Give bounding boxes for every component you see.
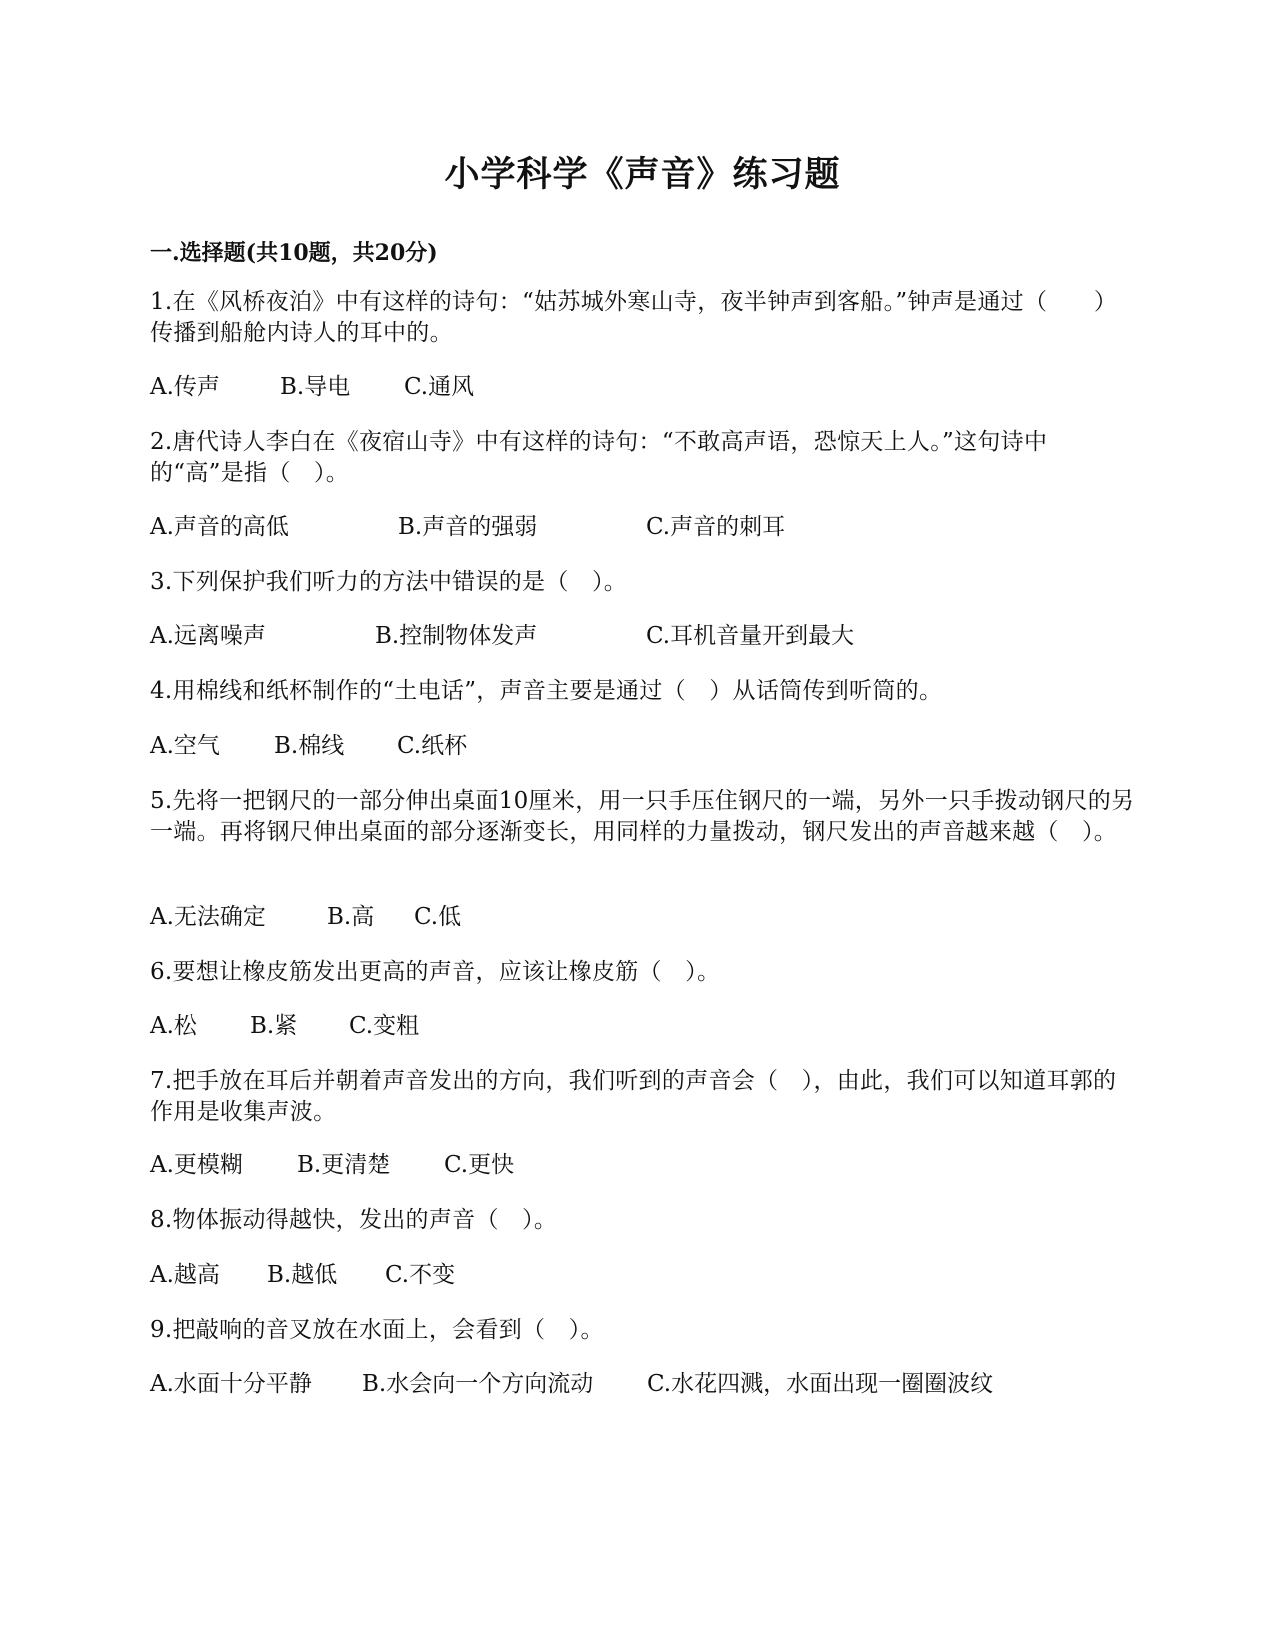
question-6-stem: 6.要想让橡皮筋发出更高的声音，应该让橡皮筋（ ）。 (150, 959, 721, 985)
question-3-stem: 3.下列保护我们听力的方法中错误的是（ ）。 (150, 569, 628, 595)
question-1-option-b: B.导电 (280, 374, 351, 400)
question-8-options (150, 1260, 455, 1291)
question-3-option-b: B.控制物体发声 (375, 623, 538, 649)
question-9-stem: 9.把敲响的音叉放在水面上，会看到（ ）。 (150, 1317, 604, 1343)
question-6-options (150, 1011, 419, 1042)
question-4-options (150, 731, 467, 762)
question-8-option-b: B.越低 (267, 1262, 338, 1288)
question-1-stem: 1.在《风桥夜泊》中有这样的诗句：“姑苏城外寒山寺，夜半钟声到客船。”钟声是通过（ ）传播到船舱内诗人的耳中的。 (150, 289, 1118, 346)
question-8-stem: 8.物体振动得越快，发出的声音（ ）。 (150, 1207, 558, 1233)
question-5-options (150, 902, 461, 933)
question-2-option-c: C.声音的刺耳 (646, 514, 786, 540)
question-2-options (150, 512, 785, 543)
question-6-option-a: A.松 (150, 1013, 197, 1039)
question-6-option-c: C.变粗 (349, 1013, 420, 1039)
question-2-option-a: A.声音的高低 (150, 514, 289, 540)
question-1-option-a: A.传声 (150, 374, 220, 400)
question-9-options (150, 1369, 993, 1400)
question-4-option-b: B.棉线 (274, 733, 345, 759)
question-2-option-b: B.声音的强弱 (398, 514, 538, 540)
question-4-option-a: A.空气 (150, 733, 220, 759)
question-7-options (150, 1150, 514, 1181)
question-5-option-a: A.无法确定 (150, 904, 266, 930)
question-7-option-c: C.更快 (444, 1152, 515, 1178)
question-7-stem: 7.把手放在耳后并朝着声音发出的方向，我们听到的声音会（ ），由此，我们可以知道耳郭的作用是收集声波。 (150, 1068, 1117, 1125)
page-title: 小学科学《声音》练习题 (444, 154, 841, 195)
question-8-option-a: A.越高 (150, 1262, 220, 1288)
question-4-stem: 4.用棉线和纸杯制作的“土电话”，声音主要是通过（ ）从话筒传到听筒的。 (150, 678, 943, 704)
section-heading: 一.选择题(共10题，共20分) (150, 240, 438, 266)
question-4-option-c: C.纸杯 (397, 733, 468, 759)
question-7-option-a: A.更模糊 (150, 1152, 243, 1178)
question-5-option-b: B.高 (327, 904, 375, 930)
question-1-option-c: C.通风 (404, 374, 475, 400)
question-3-option-a: A.远离噪声 (150, 623, 266, 649)
question-2-stem: 2.唐代诗人李白在《夜宿山寺》中有这样的诗句：“不敢高声语，恐惊天上人。”这句诗中的“高”是指（ ）。 (150, 429, 1048, 486)
question-5-stem: 5.先将一把钢尺的一部分伸出桌面10厘米，用一只手压住钢尺的一端，另外一只手拨动钢尺的另一端。再将钢尺伸出桌面的部分逐渐变长，用同样的力量拨动，钢尺发出的声音越来越（ ）。 (150, 788, 1135, 845)
question-3-option-c: C.耳机音量开到最大 (646, 623, 855, 649)
question-7-option-b: B.更清楚 (297, 1152, 391, 1178)
question-9-option-c: C.水花四溅，水面出现一圈圈波纹 (647, 1371, 994, 1397)
question-9-option-b: B.水会向一个方向流动 (362, 1371, 594, 1397)
document-page (150, 0, 1135, 1650)
question-6-option-b: B.紧 (250, 1013, 298, 1039)
question-8-option-c: C.不变 (385, 1262, 456, 1288)
question-9-option-a: A.水面十分平静 (150, 1371, 312, 1397)
question-5-option-c: C.低 (414, 904, 462, 930)
question-3-options (150, 621, 854, 652)
question-1-options (150, 372, 474, 403)
